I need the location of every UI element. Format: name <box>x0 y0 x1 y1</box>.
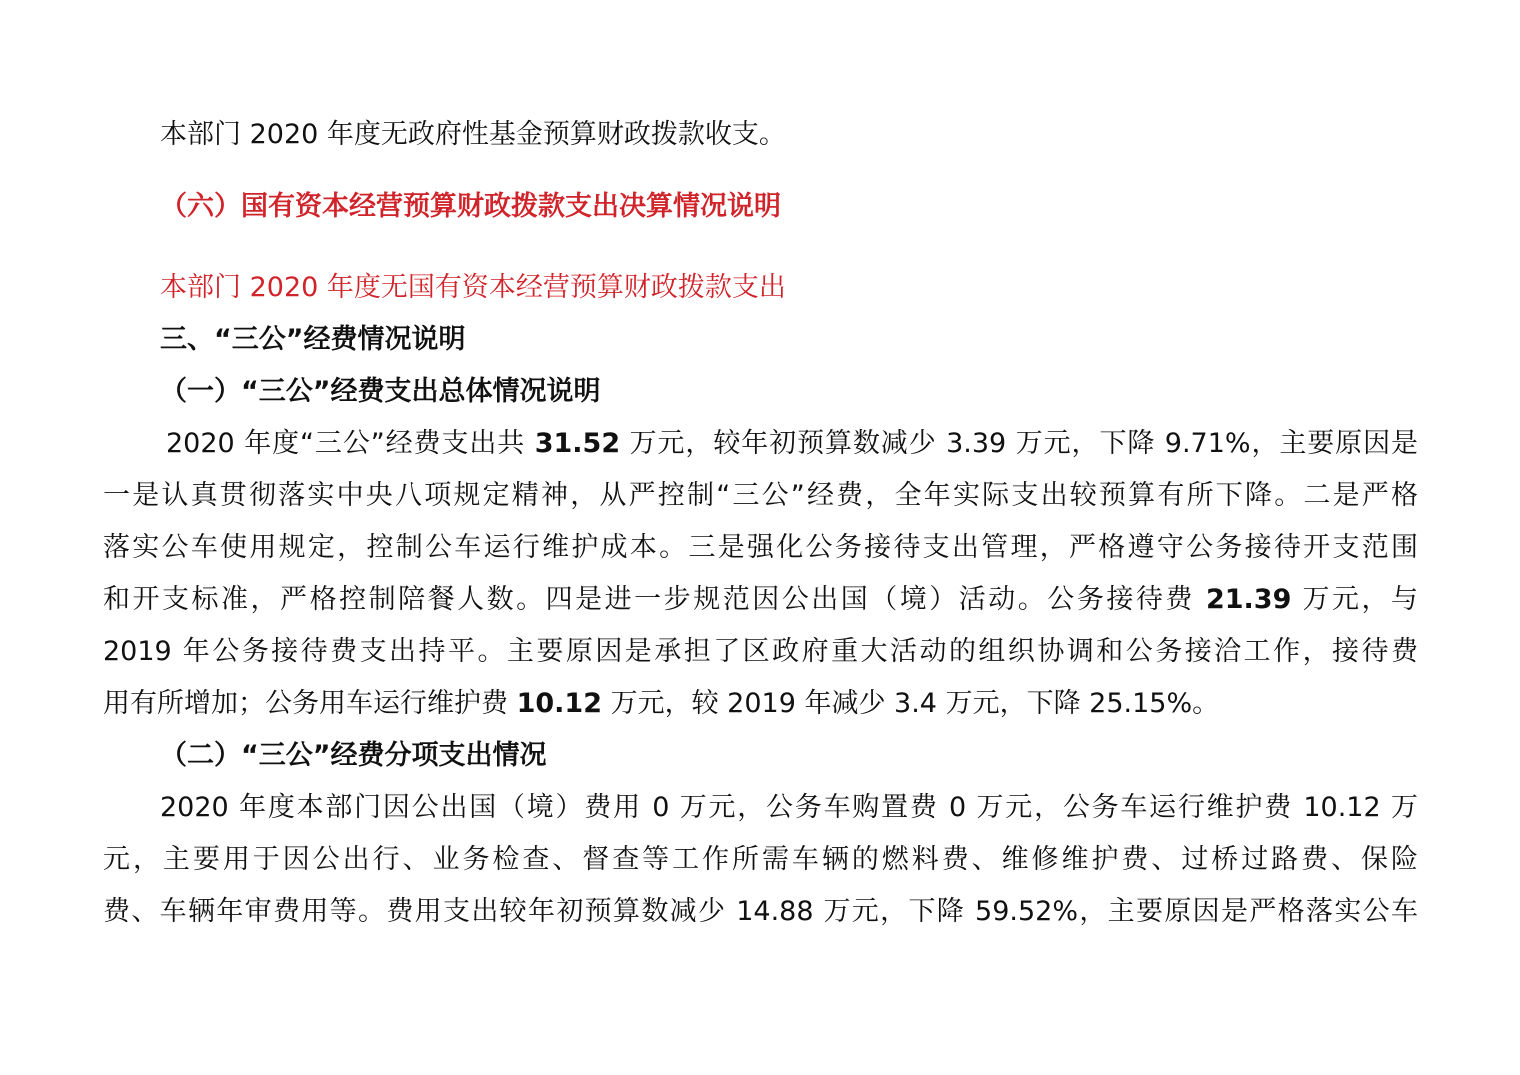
paragraph-no-state-capital: 本部门 2020 年度无国有资本经营预算财政拨款支出 <box>160 272 786 303</box>
paragraph-2-line-2: 元，主要用于因公出行、业务检查、督查等工作所需车辆的燃料费、维修维护费、过桥过路费、保险 <box>103 844 1418 875</box>
total-amount: 31.52 <box>534 428 621 459</box>
paragraph-1-line-3: 落实公车使用规定，控制公车运行维护成本。三是强化公务接待支出管理，严格遵守公务接待开支范围 <box>103 532 1418 563</box>
paragraph-1-line-1: 2020 年度“三公”经费支出共 31.52 万元，较年初预算数减少 3.39 万元，下降 9.71%，主要原因是 <box>166 428 1419 459</box>
paragraph-1-line-2: 一是认真贯彻落实中央八项规定精神，从严控制“三公”经费，全年实际支出较预算有所下降。二是严格 <box>103 480 1418 511</box>
paragraph-1-line-5: 2019 年公务接待费支出持平。主要原因是承担了区政府重大活动的组织协调和公务接洽工作，接待费 <box>103 636 1418 667</box>
paragraph-2-line-1: 2020 年度本部门因公出国（境）费用 0 万元，公务车购置费 0 万元，公务车运行维护费 10.12 万 <box>160 792 1418 823</box>
paragraph-2-line-3: 费、车辆年审费用等。费用支出较年初预算数减少 14.88 万元，下降 59.52%，主要原因是严格落实公车 <box>103 896 1418 927</box>
paragraph-no-fund: 本部门 2020 年度无政府性基金预算财政拨款收支。 <box>160 119 786 150</box>
vehicle-maintenance-amount: 10.12 <box>516 688 602 719</box>
section-heading-3-1: （一）“三公”经费支出总体情况说明 <box>160 376 601 407</box>
paragraph-1-line-6: 用有所增加；公务用车运行维护费 10.12 万元，较 2019 年减少 3.4 万元，下降 25.15%。 <box>103 688 1220 719</box>
section-heading-3: 三、“三公”经费情况说明 <box>160 324 466 355</box>
reception-amount: 21.39 <box>1205 584 1292 615</box>
section-heading-6: （六）国有资本经营预算财政拨款支出决算情况说明 <box>160 191 781 222</box>
section-heading-3-2: （二）“三公”经费分项支出情况 <box>160 740 547 771</box>
paragraph-1-line-4: 和开支标准，严格控制陪餐人数。四是进一步规范因公出国（境）活动。公务接待费 21.39 万元，与 <box>103 584 1418 615</box>
